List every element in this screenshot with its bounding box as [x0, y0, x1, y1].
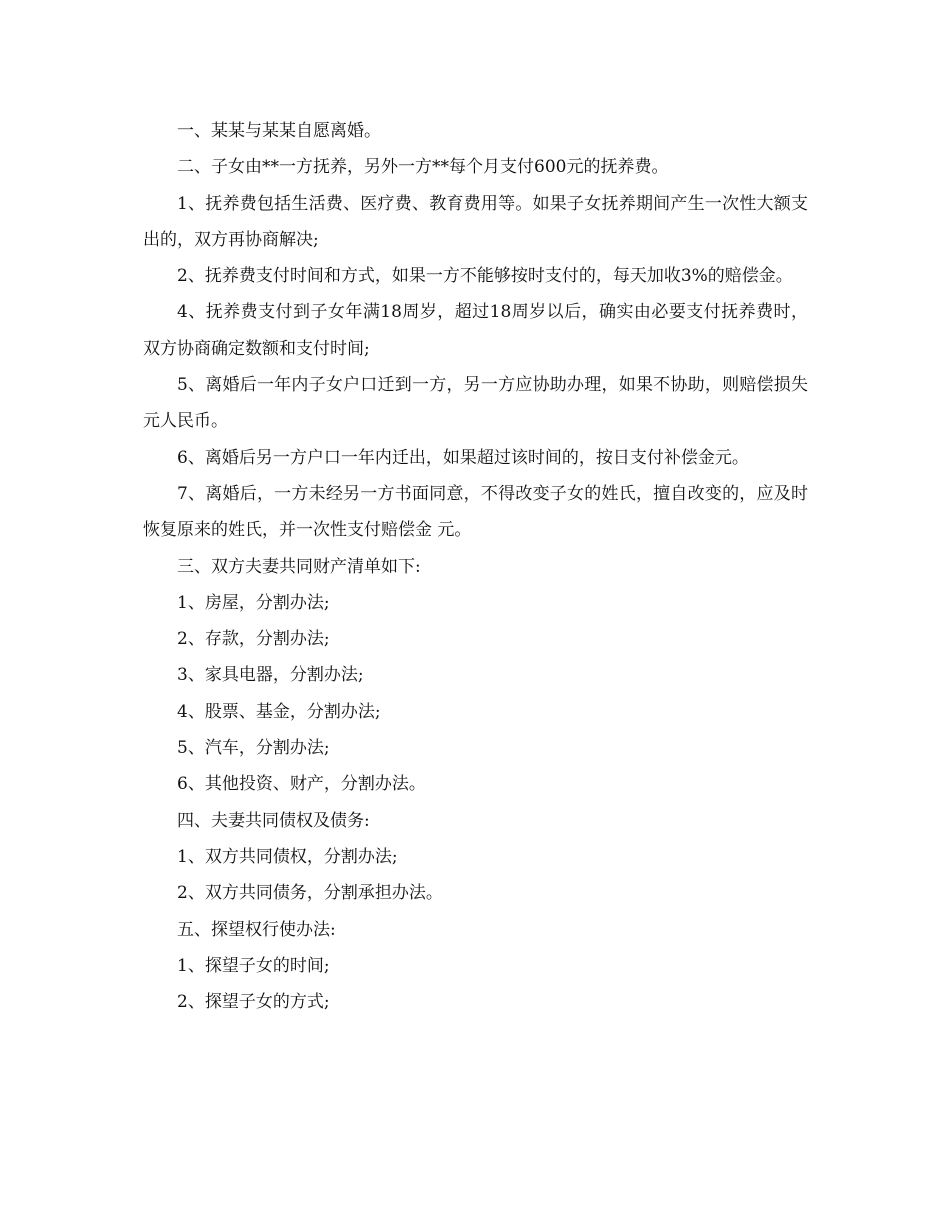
- paragraph-2: 二、子女由**一方抚养，另外一方**每个月支付600元的抚养费。: [177, 157, 669, 178]
- paragraph-1: 一、某某与某某自愿离婚。: [177, 121, 381, 141]
- paragraph-6: 5、离婚后一年内子女户口迁到一方，另一方应协助办理，如果不协助，则赔偿损失 元人民币。: [143, 375, 808, 432]
- paragraph-20: 1、探望子女的时间;: [177, 955, 330, 976]
- paragraph-5: 4、抚养费支付到子女年满18周岁，超过18周岁以后，确实由必要支付抚养费时，双方协商确定数额和支付时间;: [143, 302, 808, 359]
- paragraph-18: 2、双方共同债务，分割承担办法。: [177, 883, 443, 904]
- paragraph-12: 3、家具电器，分割办法;: [177, 665, 364, 686]
- paragraph-19: 五、探望权行使办法:: [177, 919, 336, 940]
- document-body: [143, 113, 808, 1020]
- paragraph-15: 6、其他投资、财产，分割办法。: [177, 774, 426, 795]
- paragraph-11: 2、存款，分割办法;: [177, 629, 330, 650]
- paragraph-9: 三、双方夫妻共同财产清单如下:: [177, 556, 421, 577]
- paragraph-16: 四、夫妻共同债权及债务:: [177, 810, 370, 831]
- paragraph-17: 1、双方共同债权，分割办法;: [177, 846, 398, 867]
- paragraph-13: 4、股票、基金，分割办法;: [177, 701, 381, 722]
- paragraph-4: 2、抚养费支付时间和方式，如果一方不能够按时支付的，每天加收3%的赔偿金。: [177, 266, 793, 287]
- paragraph-14: 5、汽车，分割办法;: [177, 738, 330, 759]
- paragraph-8: 7、离婚后，一方未经另一方书面同意，不得改变子女的姓氏，擅自改变的，应及时恢复原来的姓氏，并一次性支付赔偿金 元。: [143, 483, 808, 541]
- paragraph-10: 1、房屋，分割办法;: [177, 592, 330, 613]
- paragraph-3: 1、抚养费包括生活费、医疗费、教育费用等。如果子女抚养期间产生一次性大额支出的，双方再协商解决;: [143, 193, 808, 250]
- paragraph-21: 2、探望子女的方式;: [177, 992, 330, 1013]
- paragraph-7: 6、离婚后另一方户口一年内迁出，如果超过该时间的，按日支付补偿金元。: [177, 447, 749, 468]
